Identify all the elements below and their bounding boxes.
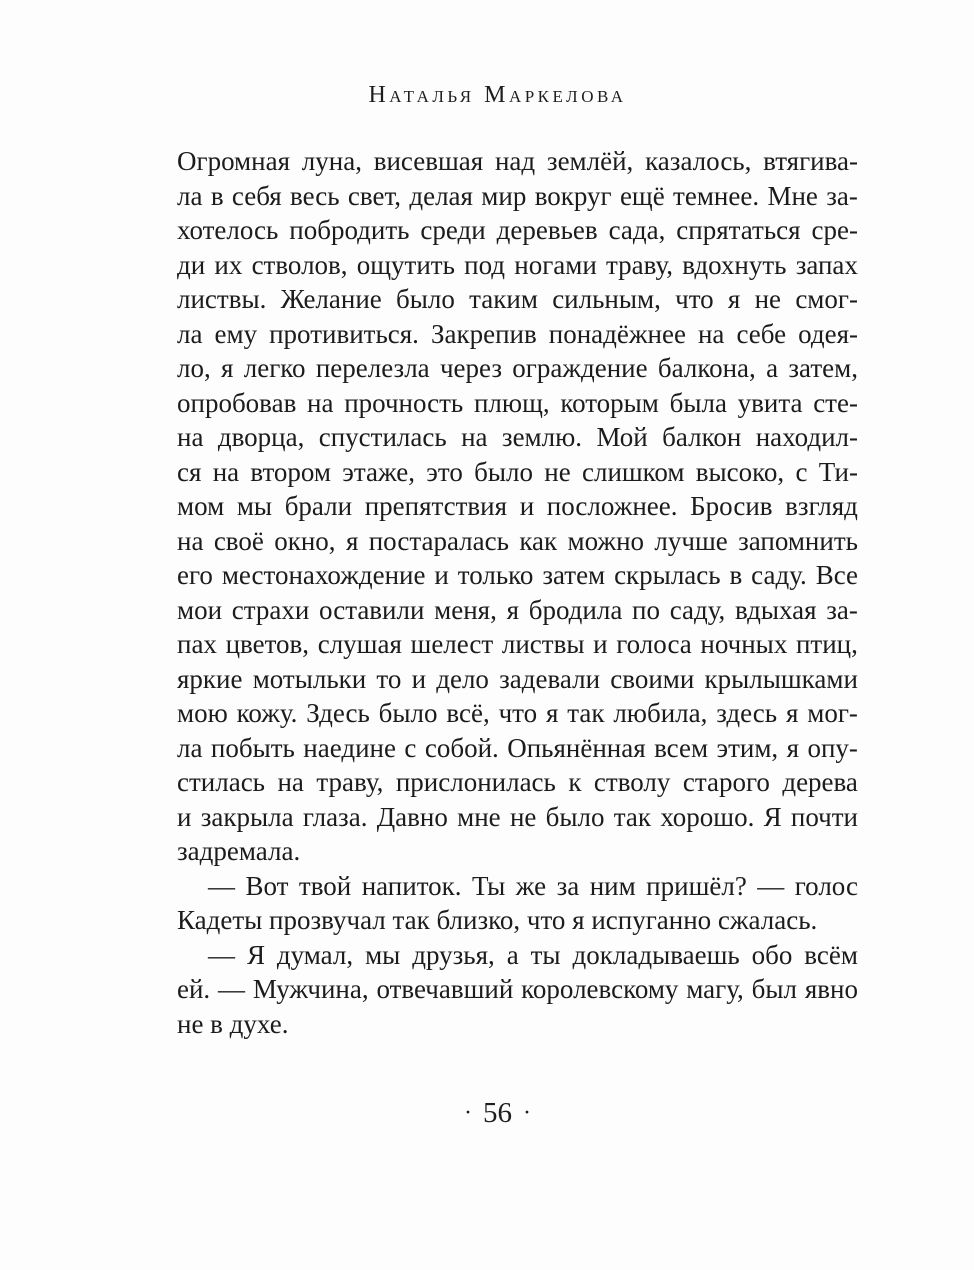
folio-right-dot: · — [523, 1100, 531, 1126]
text-line: ся на втором этаже, это было не слишком высоко, с Ти- — [177, 456, 858, 487]
text-line: и закрыла глаза. Давно мне не было так хорошо. Я почти — [177, 801, 858, 832]
text-line: ди их стволов, ощутить под ногами траву, вдохнуть запах — [177, 249, 858, 280]
text-line: хотелось побродить среди деревьев сада, спрятаться сре- — [177, 215, 858, 245]
folio-left-dot: · — [464, 1100, 472, 1126]
text-line: листвы. Желание было таким сильным, что я не смог- — [177, 284, 858, 314]
text-line: ла побыть наедине с собой. Опьянённая всем этим, я опу- — [177, 732, 858, 763]
text-line: — Я думал, мы друзья, а ты докладываешь обо всём — [208, 939, 858, 970]
folio-number: 56 — [483, 1097, 512, 1129]
text-line: стилась на траву, прислонилась к стволу старого дерева — [177, 767, 858, 797]
text-line: Огромная луна, висевшая над землёй, казалось, втягива- — [177, 146, 858, 176]
text-line: его местонахождение и только затем скрылась в саду. Все — [177, 560, 858, 590]
text-line: мои страхи оставили меня, я бродила по саду, вдыхая за- — [177, 594, 858, 625]
text-line: мом мы брали препятствия и посложнее. Бросив взгляд — [177, 491, 858, 521]
text-line: — Вот твой напиток. Ты же за ним пришёл? — голос — [208, 870, 858, 901]
running-head-author: Наталья Маркелова — [368, 82, 627, 108]
text-line: пах цветов, слушая шелест листвы и голоса ночных птиц, — [177, 629, 858, 659]
text-line: на своё окно, я постаралась как можно лучше запомнить — [177, 525, 858, 556]
text-line: задремала. — [177, 836, 301, 866]
body-text — [177, 144, 858, 1041]
text-line: ей. — Мужчина, отвечавший королевскому магу, был явно — [177, 974, 858, 1004]
text-line: опробовав на прочность плющ, которым была увита сте- — [177, 387, 858, 418]
page-number — [157, 1096, 838, 1132]
text-line: Кадеты прозвучал так близко, что я испуганно сжалась. — [177, 905, 818, 935]
text-line: не в духе. — [177, 1008, 289, 1039]
text-line: ла ему противиться. Закрепив понадёжнее на себе одея- — [177, 318, 858, 349]
text-line: яркие мотыльки то и дело задевали своими крылышками — [177, 663, 858, 694]
text-line: мою кожу. Здесь было всё, что я так любила, здесь я мог- — [177, 698, 858, 728]
text-line: ло, я легко перелезла через ограждение балкона, а затем, — [177, 353, 858, 383]
text-line: ла в себя весь свет, делая мир вокруг ещё темнее. Мне за- — [177, 180, 858, 211]
text-line: на дворца, спустилась на землю. Мой балкон находил- — [177, 422, 858, 452]
